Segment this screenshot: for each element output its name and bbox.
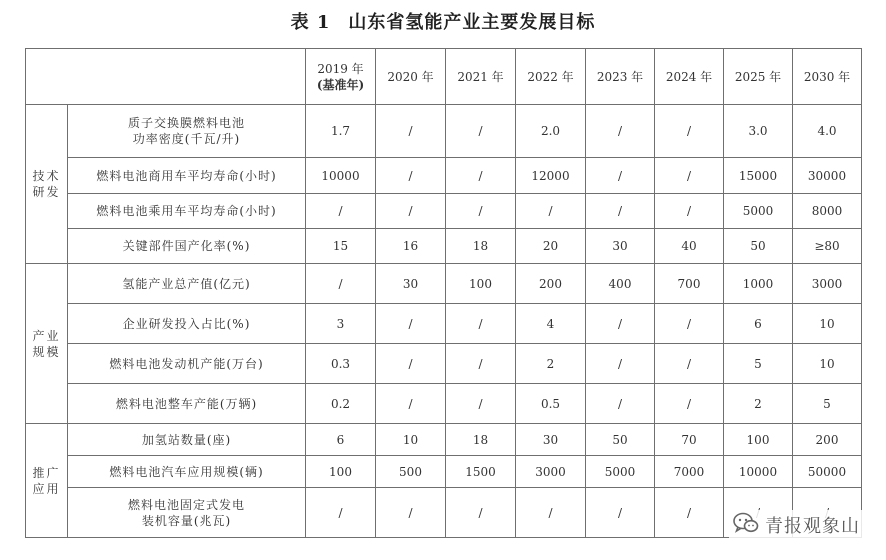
- category-promo-line-2: 应用: [32, 481, 61, 496]
- value-cell: /: [655, 488, 724, 538]
- value-cell: 16: [376, 229, 446, 264]
- value-cell: 500: [376, 456, 446, 488]
- value-cell: /: [655, 344, 724, 384]
- value-cell: 50: [724, 229, 793, 264]
- value-cell: /: [446, 344, 516, 384]
- header-cell-2030: 2030 年: [793, 49, 862, 105]
- value-cell: 3: [306, 304, 376, 344]
- value-cell: 7000: [655, 456, 724, 488]
- category-industry-line-2: 规模: [32, 344, 61, 359]
- row-label-line-2: 功率密度(千瓦/升): [132, 132, 241, 146]
- value-cell: /: [655, 158, 724, 194]
- table-number: 表 1: [290, 12, 331, 33]
- header-year-2019: 2019 年: [317, 61, 364, 76]
- value-cell: 20: [516, 229, 586, 264]
- value-cell: /: [655, 384, 724, 424]
- watermark: [729, 510, 864, 540]
- value-cell: /: [446, 384, 516, 424]
- value-cell: 6: [306, 424, 376, 456]
- value-cell: /: [376, 344, 446, 384]
- value-cell: 2: [516, 344, 586, 384]
- value-cell: 0.2: [306, 384, 376, 424]
- value-cell: 0.5: [516, 384, 586, 424]
- value-cell: 8000: [793, 194, 862, 229]
- row-label-line-1: 质子交换膜燃料电池: [127, 116, 245, 130]
- value-cell: 4: [516, 304, 586, 344]
- value-cell: 6: [724, 304, 793, 344]
- value-cell: /: [306, 264, 376, 304]
- value-cell: 12000: [516, 158, 586, 194]
- table-row: [26, 264, 862, 304]
- value-cell: 15: [306, 229, 376, 264]
- value-cell: 100: [724, 424, 793, 456]
- category-promo-line-1: 推广: [32, 465, 61, 480]
- value-cell: /: [446, 194, 516, 229]
- header-corner-cell: [26, 49, 306, 105]
- value-cell: /: [306, 488, 376, 538]
- value-cell: 10: [793, 344, 862, 384]
- value-cell: 18: [446, 229, 516, 264]
- category-promo: [26, 424, 68, 538]
- value-cell: /: [655, 105, 724, 158]
- header-cell-2020: 2020 年: [376, 49, 446, 105]
- value-cell: 15000: [724, 158, 793, 194]
- value-cell: ≥80: [793, 229, 862, 264]
- wechat-icon: [733, 512, 759, 538]
- value-cell: /: [586, 344, 655, 384]
- value-cell: 5: [724, 344, 793, 384]
- table-row: [26, 304, 862, 344]
- table-row: [26, 456, 862, 488]
- value-cell: /: [376, 304, 446, 344]
- table-row: [26, 105, 862, 158]
- value-cell: 2.0: [516, 105, 586, 158]
- value-cell: /: [446, 488, 516, 538]
- header-cell-2023: 2023 年: [586, 49, 655, 105]
- value-cell: 100: [446, 264, 516, 304]
- value-cell: /: [446, 304, 516, 344]
- value-cell: 400: [586, 264, 655, 304]
- value-cell: 0.3: [306, 344, 376, 384]
- category-tech-line-2: 研发: [32, 185, 61, 199]
- table-row: [26, 194, 862, 229]
- table-row: [26, 384, 862, 424]
- row-label: 燃料电池整车产能(万辆): [68, 384, 306, 424]
- value-cell: /: [516, 194, 586, 229]
- table-row: [26, 158, 862, 194]
- value-cell: /: [586, 194, 655, 229]
- table-row: [26, 424, 862, 456]
- header-cell-2024: 2024 年: [655, 49, 724, 105]
- value-cell: 10: [793, 304, 862, 344]
- table-row: [26, 344, 862, 384]
- value-cell: 3.0: [724, 105, 793, 158]
- value-cell: 3000: [793, 264, 862, 304]
- value-cell: 5000: [586, 456, 655, 488]
- row-label: 加氢站数量(座): [68, 424, 306, 456]
- row-label: 燃料电池乘用车平均寿命(小时): [68, 194, 306, 229]
- row-label: 企业研发投入占比(%): [68, 304, 306, 344]
- row-label: 燃料电池发动机产能(万台): [68, 344, 306, 384]
- value-cell: 18: [446, 424, 516, 456]
- value-cell: /: [376, 105, 446, 158]
- value-cell: /: [516, 488, 586, 538]
- table-title: [0, 8, 886, 34]
- category-industry-line-1: 产业: [32, 328, 61, 343]
- value-cell: /: [586, 304, 655, 344]
- value-cell: /: [376, 488, 446, 538]
- header-cell-2021: 2021 年: [446, 49, 516, 105]
- value-cell: /: [586, 158, 655, 194]
- row-label: 燃料电池汽车应用规模(辆): [68, 456, 306, 488]
- value-cell: 100: [306, 456, 376, 488]
- value-cell: /: [446, 158, 516, 194]
- value-cell: 2: [724, 384, 793, 424]
- row-label-line-1: 燃料电池固定式发电: [127, 497, 245, 512]
- row-label: 氢能产业总产值(亿元): [68, 264, 306, 304]
- value-cell: /: [446, 105, 516, 158]
- header-cell-2025: 2025 年: [724, 49, 793, 105]
- row-label: 关键部件国产化率(%): [68, 229, 306, 264]
- value-cell: 200: [793, 424, 862, 456]
- value-cell: /: [655, 304, 724, 344]
- table-row: [26, 229, 862, 264]
- value-cell: 5: [793, 384, 862, 424]
- value-cell: 5000: [724, 194, 793, 229]
- value-cell: /: [376, 194, 446, 229]
- value-cell: 40: [655, 229, 724, 264]
- value-cell: 50: [586, 424, 655, 456]
- value-cell: 70: [655, 424, 724, 456]
- table-title-text: 山东省氢能产业主要发展目标: [348, 12, 596, 33]
- value-cell: /: [376, 384, 446, 424]
- value-cell: /: [376, 158, 446, 194]
- header-baseline-note: (基准年): [316, 77, 365, 92]
- row-label-line-2: 装机容量(兆瓦): [141, 513, 232, 528]
- value-cell: 30: [586, 229, 655, 264]
- value-cell: 3000: [516, 456, 586, 488]
- header-cell-2022: 2022 年: [516, 49, 586, 105]
- value-cell: 200: [516, 264, 586, 304]
- value-cell: 1.7: [306, 105, 376, 158]
- value-cell: /: [586, 105, 655, 158]
- value-cell: 700: [655, 264, 724, 304]
- value-cell: 1500: [446, 456, 516, 488]
- value-cell: /: [306, 194, 376, 229]
- header-cell-2019: [306, 49, 376, 105]
- watermark-text: 青报观象山: [765, 516, 860, 537]
- value-cell: 10000: [724, 456, 793, 488]
- row-label: 燃料电池商用车平均寿命(小时): [68, 158, 306, 194]
- category-industry: [26, 264, 68, 424]
- row-label: [68, 488, 306, 538]
- value-cell: 10000: [306, 158, 376, 194]
- row-label: [68, 105, 306, 158]
- value-cell: 1000: [724, 264, 793, 304]
- value-cell: 4.0: [793, 105, 862, 158]
- value-cell: /: [586, 384, 655, 424]
- value-cell: /: [586, 488, 655, 538]
- value-cell: 10: [376, 424, 446, 456]
- value-cell: 30: [516, 424, 586, 456]
- category-tech: [26, 105, 68, 264]
- targets-table: [25, 48, 862, 538]
- value-cell: 50000: [793, 456, 862, 488]
- value-cell: 30000: [793, 158, 862, 194]
- header-row: [26, 49, 862, 105]
- value-cell: /: [655, 194, 724, 229]
- category-tech-line-1: 技术: [32, 169, 61, 183]
- value-cell: 30: [376, 264, 446, 304]
